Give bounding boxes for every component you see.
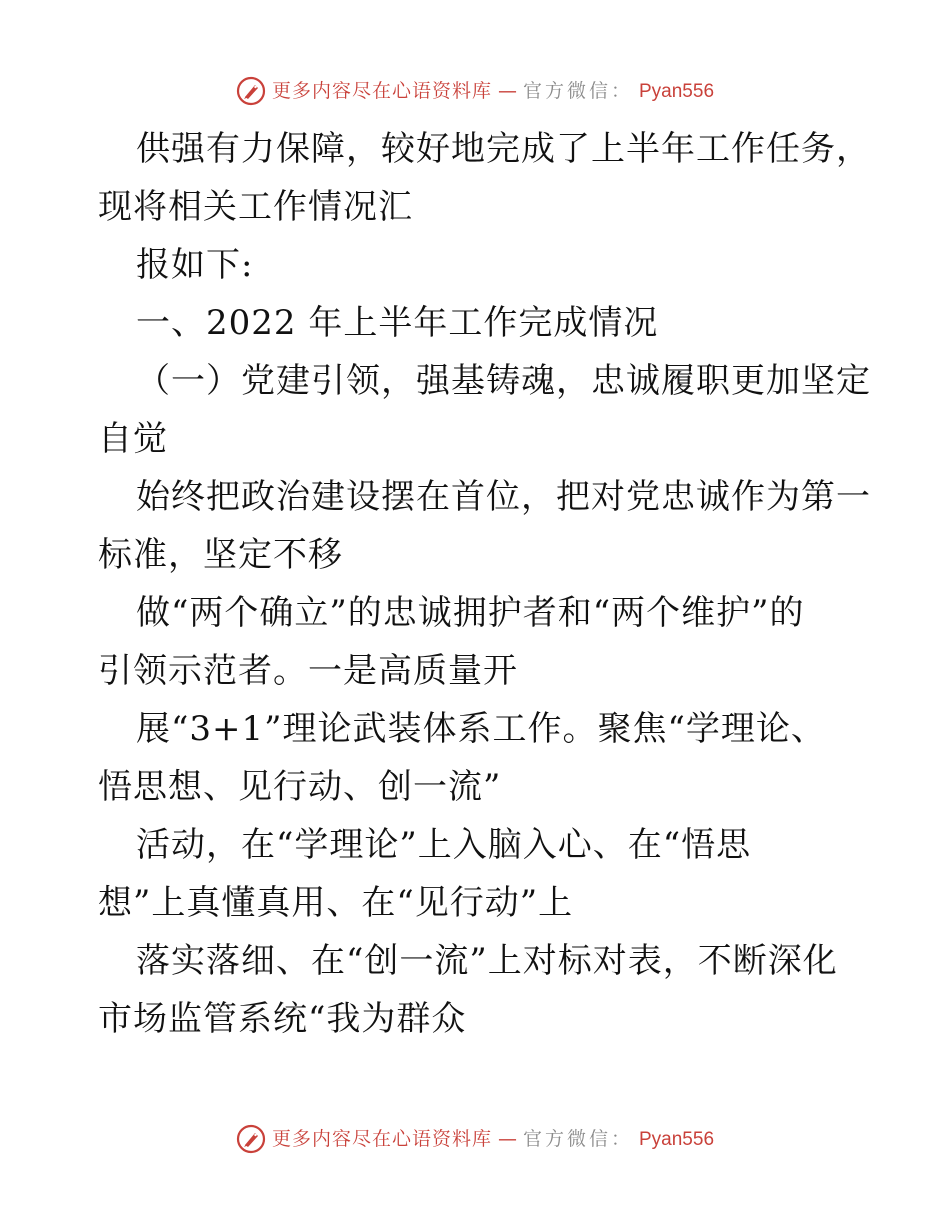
text-line: 自觉	[98, 419, 168, 459]
watermark-brand: 更多内容尽在心语资料库	[271, 79, 492, 102]
text-line: 供强有力保障，较好地完成了上半年工作任务，	[136, 129, 871, 169]
text-line: 做“两个确立”的忠诚拥护者和“两个维护”的	[136, 593, 805, 633]
text-line: 现将相关工作情况汇	[98, 187, 413, 227]
watermark-label: 官方微信：	[522, 1127, 633, 1150]
fountain-pen-logo-icon	[236, 1124, 266, 1154]
watermark-dash: —	[497, 79, 517, 102]
text-line: 想”上真懂真用、在“见行动”上	[98, 883, 574, 923]
text-line: 标准，坚定不移	[98, 535, 343, 575]
watermark-id: Pyan556	[639, 80, 715, 102]
text-line: 悟思想、见行动、创一流”	[98, 767, 502, 807]
watermark-brand: 更多内容尽在心语资料库	[271, 1127, 492, 1150]
text-line: 引领示范者。一是高质量开	[98, 651, 518, 691]
text-line: 始终把政治建设摆在首位，把对党忠诚作为第一	[136, 477, 871, 517]
text-line: 展“3+1”理论武装体系工作。聚焦“学理论、	[136, 709, 826, 749]
watermark-id: Pyan556	[639, 1128, 715, 1150]
watermark-dash: —	[497, 1127, 517, 1150]
text-line: （一）党建引领，强基铸魂，忠诚履职更加坚定	[136, 361, 871, 401]
text-line: 市场监管系统“我为群众	[98, 999, 467, 1039]
fountain-pen-logo-icon	[236, 76, 266, 106]
text-line: 一、2022 年上半年工作完成情况	[136, 303, 659, 343]
text-line: 报如下:	[136, 245, 254, 285]
document-body	[98, 120, 871, 1048]
header-watermark	[0, 76, 950, 106]
text-line: 活动，在“学理论”上入脑入心、在“悟思	[136, 825, 752, 865]
text-line: 落实落细、在“创一流”上对标对表，不断深化	[136, 941, 838, 981]
watermark-label: 官方微信：	[522, 79, 633, 102]
footer-watermark	[0, 1124, 950, 1154]
